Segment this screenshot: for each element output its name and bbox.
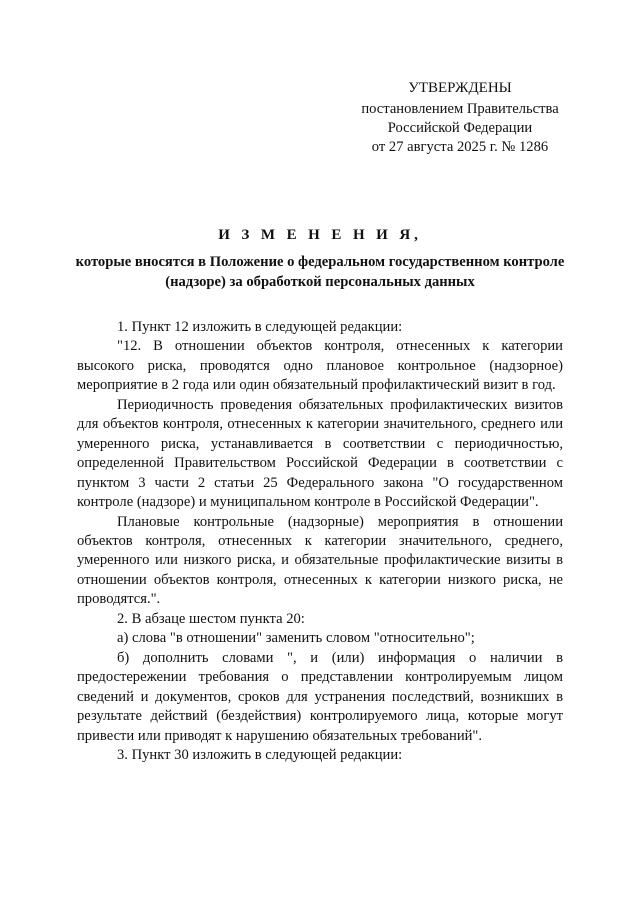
- paragraph-4: Плановые контрольные (надзорные) мероприятия в отношении объектов контроля, отнесенных к категории значительного, среднего, умеренного или низкого риска, и обязательные профилактические визиты в отношении объектов контроля, отнесенных к категории низкого риска, не проводятся.".: [77, 513, 563, 608]
- paragraph-2: "12. В отношении объектов контроля, отнесенных к категории высокого риска, проводятся одно плановое контрольное (надзорное) мероприятие в 2 года или один обязательный профилактический визит в год.: [77, 338, 563, 394]
- paragraph-5: 2. В абзаце шестом пункта 20:: [117, 610, 305, 627]
- approval-line-2: Российской Федерации: [387, 120, 533, 136]
- approval-stamp-block: [340, 79, 580, 157]
- paragraph-1: 1. Пункт 12 изложить в следующей редакции:: [117, 319, 403, 335]
- document-title: И З М Е Н Е Н И Я,: [218, 227, 422, 243]
- document-title-block: [70, 226, 570, 292]
- paragraph-7: б) дополнить словами ", и (или) информация о наличии в предостережении требования о представлении контролируемым лицом сведений и документов, сроков для устранения последствий, возникших в результате действий (бездействия) контролируемого лица, которые могут привести или приводят к нарушению обязательных требований".: [77, 649, 563, 744]
- paragraph-6: а) слова "в отношении" заменить словом "относительно";: [117, 630, 475, 647]
- approval-line-1: постановлением Правительства: [361, 101, 559, 117]
- approval-line-3: от 27 августа 2025 г. № 1286: [371, 139, 549, 155]
- document-body: [77, 318, 563, 765]
- paragraph-8: 3. Пункт 30 изложить в следующей редакции:: [117, 746, 403, 763]
- document-subtitle: которые вносятся в Положение о федеральном государственном контроле (надзоре) за обработкой персональных данных: [75, 254, 565, 290]
- approval-heading: УТВЕРЖДЕНЫ: [408, 80, 512, 96]
- paragraph-3: Периодичность проведения обязательных профилактических визитов для объектов контроля, отнесенных к категории значительного, среднего или умеренного риска, устанавливается в соответствии с периодичностью, определенной Правительством Российской Федерации в соответствии с пунктом 3 части 2 статьи 25 Федерального закона "О государственном контроле (надзоре) и муниципальном контроле в Российской Федерации".: [77, 396, 563, 511]
